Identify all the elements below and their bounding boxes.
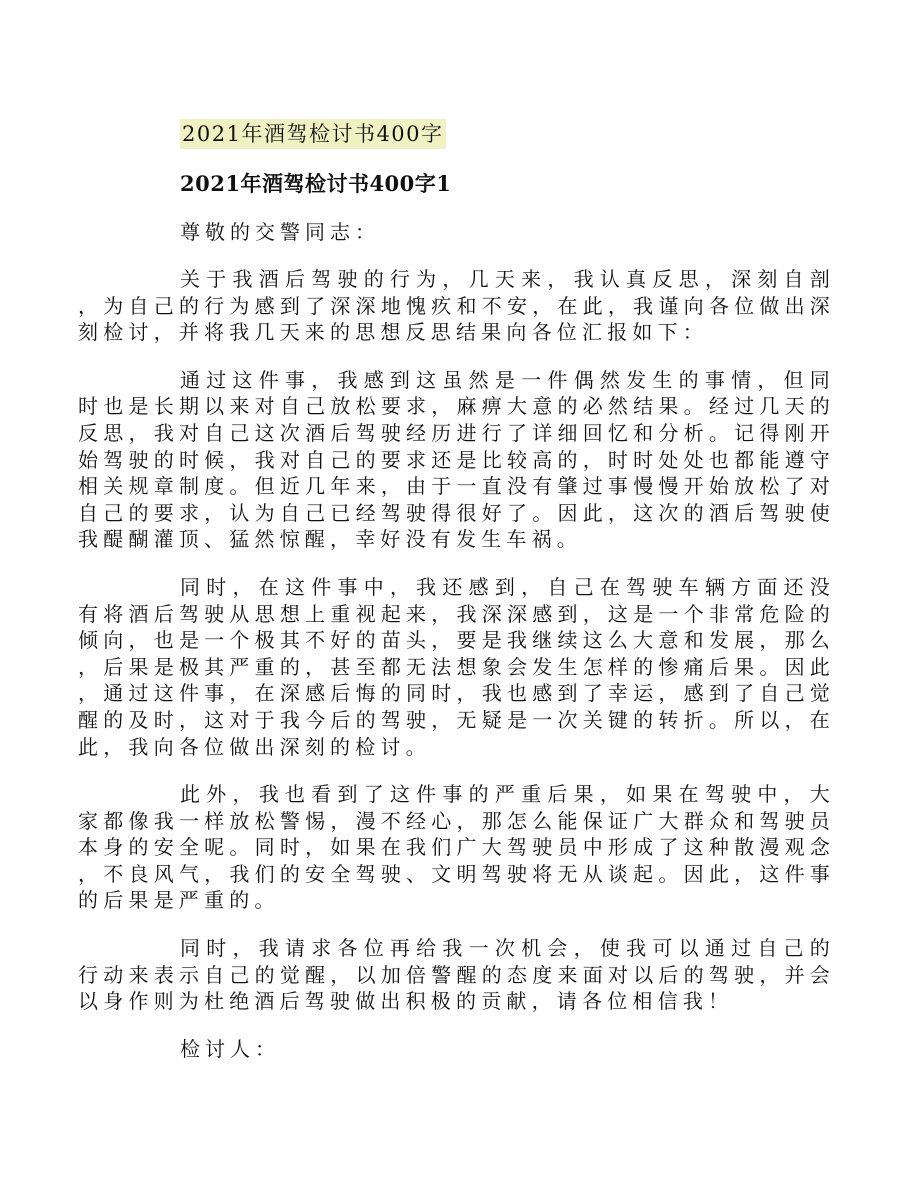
document-title-line (180, 119, 835, 149)
paragraph-4: 此外，我也看到了这件事的严重后果，如果在驾驶中，大家都像我一样放松警惕，漫不经心，那怎么能保证广大群众和驾驶员本身的安全呢。同时，如果在我们广大驾驶员中形成了这种散漫观念，不良风气，我们的安全驾驶、文明驾驶将无从谈起。因此，这件事的后果是严重的。 (78, 782, 835, 913)
paragraph-5: 同时，我请求各位再给我一次机会，使我可以通过自己的行动来表示自己的觉醒，以加倍警醒的态度来面对以后的驾驶，并会以身作则为杜绝酒后驾驶做出积极的贡献，请各位相信我！ (78, 936, 835, 1014)
salutation: 尊敬的交警同志： (180, 220, 380, 244)
paragraph-2: 通过这件事，我感到这虽然是一件偶然发生的事情，但同时也是长期以来对自己放松要求，麻痹大意的必然结果。经过几天的反思，我对自己这次酒后驾驶经历进行了详细回忆和分析。记得刚开始驾驶的时候，我对自己的要求还是比较高的，时时处处也都能遵守相关规章制度。但近几年来，由于一直没有肇过事慢慢开始放松了对自己的要求，认为自己已经驾驶得很好了。因此，这次的酒后驾驶使我醍醐灌顶、猛然惊醒，幸好没有发生车祸。 (78, 367, 835, 552)
signature-line: 检讨人： (180, 1036, 280, 1061)
paragraph-3: 同时，在这件事中，我还感到，自己在驾驶车辆方面还没有将酒后驾驶从思想上重视起来，我深深感到，这是一个非常危险的倾向，也是一个极其不好的苗头，要是我继续这么大意和发展，那么，后果是极其严重的，甚至都无法想象会发生怎样的惨痛后果。因此，通过这件事，在深感后悔的同时，我也感到了幸运，感到了自己觉醒的及时，这对于我今后的驾驶，无疑是一次关键的转折。所以，在此，我向各位做出深刻的检讨。 (78, 574, 835, 759)
section-heading: 2021年酒驾检讨书400字1 (180, 171, 452, 196)
paragraph-1: 关于我酒后驾驶的行为，几天来，我认真反思，深刻自剖，为自己的行为感到了深深地愧疚和不安，在此，我谨向各位做出深刻检讨，并将我几天来的思想反思结果向各位汇报如下： (78, 267, 835, 345)
document-title: 2021年酒驾检讨书400字 (180, 119, 446, 149)
